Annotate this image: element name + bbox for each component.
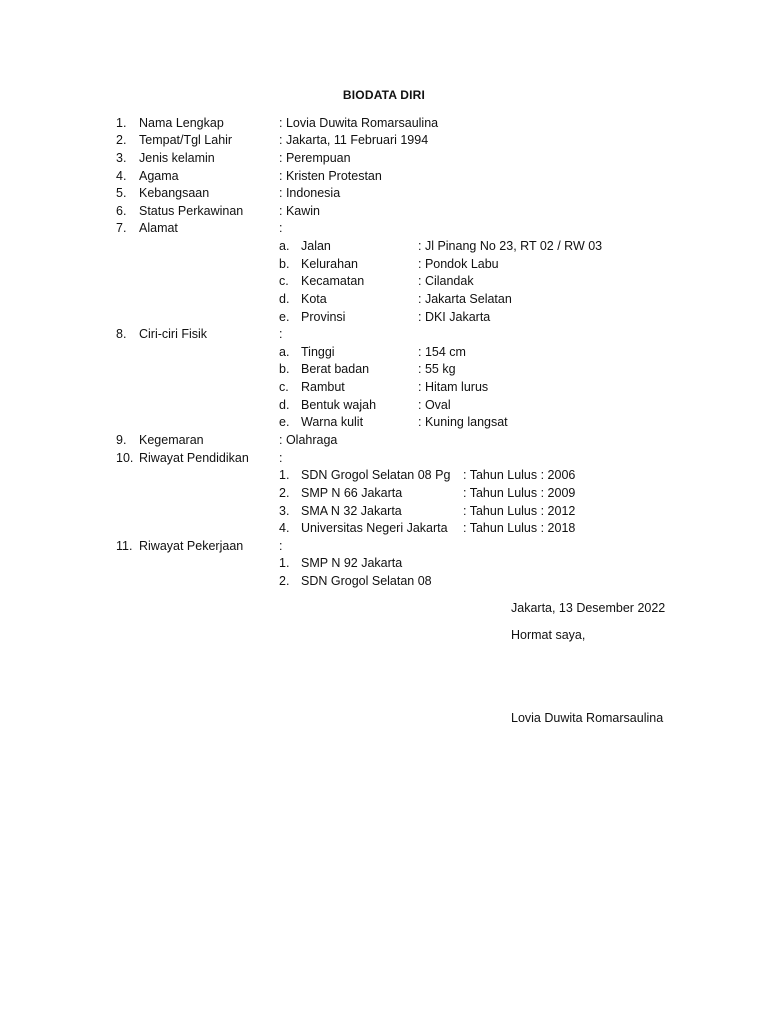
field-label: Jenis kelamin	[139, 151, 215, 165]
field-number: 6.	[116, 204, 127, 218]
edu-year: : Tahun Lulus : 2012	[463, 504, 576, 518]
sub-label: Berat badan	[301, 362, 370, 376]
ciri-item-berat	[0, 361, 768, 378]
pendidikan-item	[0, 503, 768, 520]
edu-school: SDN Grogol Selatan 08 Pg	[301, 468, 451, 482]
field-value: : Olahraga	[279, 433, 338, 447]
edu-year: : Tahun Lulus : 2009	[463, 486, 576, 500]
field-number: 11.	[116, 539, 133, 553]
sub-label: Kecamatan	[301, 274, 365, 288]
alamat-item-kelurahan	[0, 256, 768, 273]
alamat-item-kecamatan	[0, 273, 768, 290]
pendidikan-item	[0, 467, 768, 484]
field-number: 4.	[116, 169, 127, 183]
sub-value: : Oval	[418, 398, 451, 412]
pekerjaan-item	[0, 555, 768, 572]
pendidikan-item	[0, 485, 768, 502]
document-title: BIODATA DIRI	[342, 88, 426, 102]
field-number: 3.	[116, 151, 127, 165]
field-number: 5.	[116, 186, 127, 200]
sub-letter: c.	[279, 380, 289, 394]
field-value: :	[279, 327, 283, 341]
sub-letter: a.	[279, 345, 290, 359]
edu-number: 2.	[279, 486, 290, 500]
sub-value: : Pondok Labu	[418, 257, 499, 271]
field-label: Agama	[139, 169, 179, 183]
sub-value: : Cilandak	[418, 274, 474, 288]
field-label: Riwayat Pekerjaan	[139, 539, 244, 553]
sub-letter: c.	[279, 274, 289, 288]
field-label: Status Perkawinan	[139, 204, 244, 218]
sub-value: : Hitam lurus	[418, 380, 489, 394]
field-value: :	[279, 221, 283, 235]
alamat-item-provinsi	[0, 309, 768, 326]
edu-year: : Tahun Lulus : 2018	[463, 521, 576, 535]
field-row-pekerjaan	[0, 538, 768, 555]
alamat-item-jalan	[0, 238, 768, 255]
sub-label: Jalan	[301, 239, 331, 253]
field-label: Kegemaran	[139, 433, 204, 447]
field-label: Kebangsaan	[139, 186, 210, 200]
sub-letter: e.	[279, 415, 290, 429]
signature-name: Lovia Duwita Romarsaulina	[511, 711, 664, 725]
field-number: 8.	[116, 327, 127, 341]
sub-letter: a.	[279, 239, 290, 253]
field-value: : Jakarta, 11 Februari 1994	[279, 133, 429, 147]
field-label: Ciri-ciri Fisik	[139, 327, 208, 341]
field-row-ciri-fisik	[0, 326, 768, 343]
field-number: 2.	[116, 133, 127, 147]
sub-label: Provinsi	[301, 310, 346, 324]
field-number: 7.	[116, 221, 127, 235]
edu-school: SMA N 32 Jakarta	[301, 504, 402, 518]
field-number: 1.	[116, 116, 127, 130]
field-value: : Kristen Protestan	[279, 169, 382, 183]
field-number: 9.	[116, 433, 127, 447]
alamat-item-kota	[0, 291, 768, 308]
sub-value: : 154 cm	[418, 345, 466, 359]
field-value: :	[279, 539, 283, 553]
field-number: 10.	[116, 451, 134, 465]
edu-number: 1.	[279, 468, 290, 482]
field-row-kebangsaan	[0, 185, 768, 202]
ciri-item-wajah	[0, 397, 768, 414]
sub-label: Rambut	[301, 380, 345, 394]
sub-label: Kelurahan	[301, 257, 358, 271]
sub-value: : Jl Pinang No 23, RT 02 / RW 03	[418, 239, 603, 253]
sub-letter: d.	[279, 398, 290, 412]
field-row-ttl	[0, 132, 768, 149]
field-value: : Kawin	[279, 204, 320, 218]
ciri-item-kulit	[0, 414, 768, 431]
edu-number: 3.	[279, 504, 290, 518]
field-value: : Perempuan	[279, 151, 351, 165]
sub-value: : DKI Jakarta	[418, 310, 491, 324]
sub-value: : 55 kg	[418, 362, 456, 376]
sub-letter: b.	[279, 257, 290, 271]
field-label: Nama Lengkap	[139, 116, 224, 130]
signature-place-date: Jakarta, 13 Desember 2022	[511, 601, 666, 615]
field-row-jenis-kelamin	[0, 150, 768, 167]
field-row-nama	[0, 115, 768, 132]
sub-label: Tinggi	[301, 345, 335, 359]
job-number: 2.	[279, 574, 290, 588]
edu-number: 4.	[279, 521, 290, 535]
ciri-item-rambut	[0, 379, 768, 396]
field-row-alamat	[0, 220, 768, 237]
field-value: : Indonesia	[279, 186, 341, 200]
job-place: SDN Grogol Selatan 08	[301, 574, 432, 588]
sub-letter: e.	[279, 310, 290, 324]
sub-label: Kota	[301, 292, 327, 306]
field-label: Tempat/Tgl Lahir	[139, 133, 233, 147]
sub-letter: d.	[279, 292, 290, 306]
pendidikan-item	[0, 520, 768, 537]
field-label: Riwayat Pendidikan	[139, 451, 249, 465]
signature-closing: Hormat saya,	[511, 628, 586, 642]
job-number: 1.	[279, 556, 290, 570]
field-row-kegemaran	[0, 432, 768, 449]
sub-letter: b.	[279, 362, 290, 376]
edu-year: : Tahun Lulus : 2006	[463, 468, 576, 482]
sub-label: Bentuk wajah	[301, 398, 377, 412]
sub-label: Warna kulit	[301, 415, 364, 429]
job-place: SMP N 92 Jakarta	[301, 556, 403, 570]
field-row-agama	[0, 168, 768, 185]
field-row-status	[0, 203, 768, 220]
pekerjaan-item	[0, 573, 768, 590]
edu-school: Universitas Negeri Jakarta	[301, 521, 448, 535]
field-value: : Lovia Duwita Romarsaulina	[279, 116, 439, 130]
ciri-item-tinggi	[0, 344, 768, 361]
sub-value: : Kuning langsat	[418, 415, 508, 429]
edu-school: SMP N 66 Jakarta	[301, 486, 403, 500]
field-row-pendidikan	[0, 450, 768, 467]
field-value: :	[279, 451, 283, 465]
field-label: Alamat	[139, 221, 178, 235]
sub-value: : Jakarta Selatan	[418, 292, 512, 306]
